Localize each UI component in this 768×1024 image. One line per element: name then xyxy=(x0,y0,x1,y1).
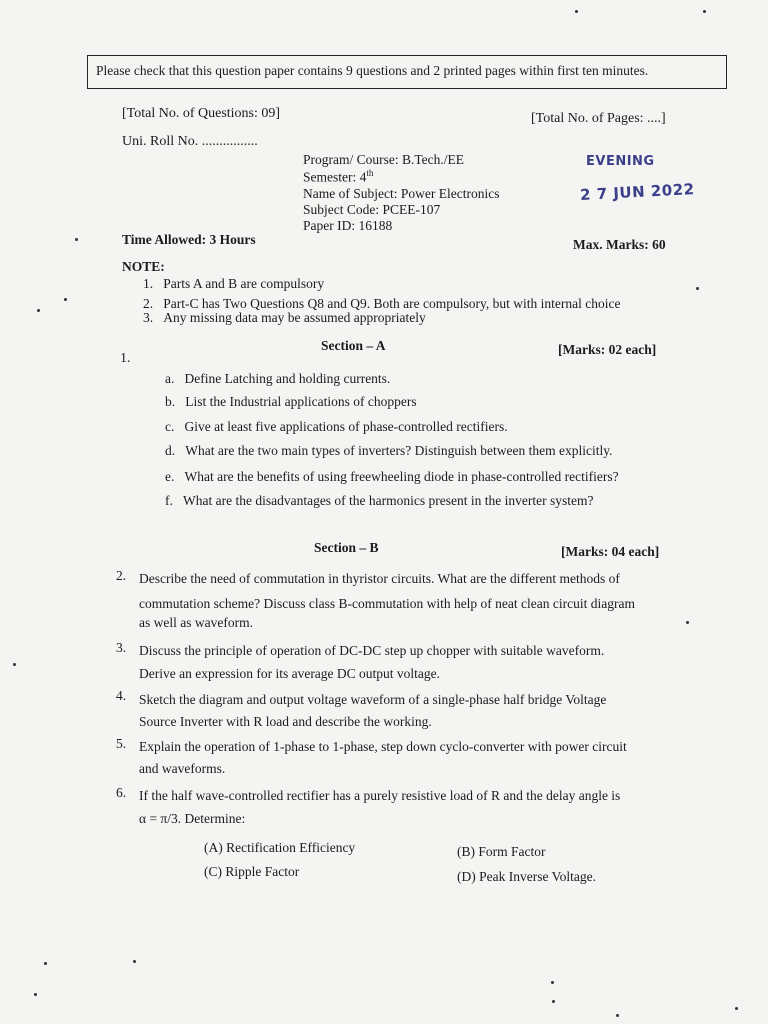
note-text: Parts A and B are compulsory xyxy=(163,276,325,291)
item-text: Give at least five applications of phase-controlled rectifiers. xyxy=(184,419,508,434)
item-text: List the Industrial applications of choppers xyxy=(185,394,417,409)
subject-code: Subject Code: PCEE-107 xyxy=(303,202,441,217)
q6-line: If the half wave-controlled rectifier has a purely resistive load of R and the delay angle is xyxy=(139,788,621,803)
scan-speck xyxy=(686,621,689,624)
item-text: Define Latching and holding currents. xyxy=(184,371,391,386)
section-b-title: Section – B xyxy=(314,540,379,555)
note-text: Any missing data may be assumed appropriately xyxy=(163,310,426,325)
q1f xyxy=(165,493,593,509)
q5-line: Explain the operation of 1-phase to 1-phase, step down cyclo-converter with power circuit xyxy=(139,739,627,754)
semester xyxy=(303,168,373,186)
q2-line: as well as waveform. xyxy=(139,615,253,630)
notice-text: Please check that this question paper contains 9 questions and 2 printed pages within first ten minutes. xyxy=(96,63,649,78)
scan-speck xyxy=(37,309,40,312)
roll-no: Uni. Roll No. ................ xyxy=(122,134,258,149)
session-stamp: EVENING xyxy=(586,154,655,169)
scan-speck xyxy=(703,10,706,13)
notice-box xyxy=(87,55,727,89)
q4-num: 4. xyxy=(116,688,127,703)
note-num: 1. xyxy=(143,276,154,291)
item-label: c. xyxy=(165,419,175,434)
section-b-marks: [Marks: 04 each] xyxy=(561,544,660,559)
scan-speck xyxy=(64,298,67,301)
date-stamp: 2 7 JUN 2022 xyxy=(579,180,696,204)
q6-option-d: (D) Peak Inverse Voltage. xyxy=(457,869,596,884)
q2-num: 2. xyxy=(116,568,127,583)
q5-num: 5. xyxy=(116,736,127,751)
q2-line: commutation scheme? Discuss class B-commutation with help of neat clean circuit diagram xyxy=(139,596,635,611)
note-heading: NOTE: xyxy=(122,259,165,274)
q1c xyxy=(165,419,508,435)
item-label: e. xyxy=(165,469,175,484)
q4-line: Sketch the diagram and output voltage waveform of a single-phase half bridge Voltage xyxy=(139,692,607,707)
q3-num: 3. xyxy=(116,640,127,655)
q6-option-c: (C) Ripple Factor xyxy=(204,864,300,879)
scan-speck xyxy=(616,1014,619,1017)
q1d xyxy=(165,443,613,459)
note-text: Part-C has Two Questions Q8 and Q9. Both are compulsory, but with internal choice xyxy=(163,296,621,311)
q6-line: α = π/3. Determine: xyxy=(139,811,246,826)
q3-line: Discuss the principle of operation of DC-DC step up chopper with suitable waveform. xyxy=(139,643,605,658)
scan-speck xyxy=(133,960,136,963)
item-label: b. xyxy=(165,394,176,409)
q6-option-a: (A) Rectification Efficiency xyxy=(204,840,356,855)
scan-speck xyxy=(13,663,16,666)
total-questions: [Total No. of Questions: 09] xyxy=(122,106,281,121)
section-a-title: Section – A xyxy=(321,338,386,353)
q6-option-b: (B) Form Factor xyxy=(457,844,546,859)
note-num: 2. xyxy=(143,296,154,311)
scan-speck xyxy=(551,981,554,984)
program: Program/ Course: B.Tech./EE xyxy=(303,152,465,167)
question-1-num: 1. xyxy=(120,351,131,366)
semester-sup: th xyxy=(366,168,374,178)
q4-line: Source Inverter with R load and describe the working. xyxy=(139,714,432,729)
semester-text: Semester: 4 xyxy=(303,169,367,185)
item-label: f. xyxy=(165,493,173,508)
paper-id: Paper ID: 16188 xyxy=(303,218,393,233)
subject-name: Name of Subject: Power Electronics xyxy=(303,186,500,201)
section-a-marks: [Marks: 02 each] xyxy=(558,342,657,357)
scan-speck xyxy=(44,962,47,965)
scan-speck xyxy=(696,287,699,290)
note-item-3 xyxy=(143,310,426,326)
item-text: What are the disadvantages of the harmonics present in the inverter system? xyxy=(183,493,594,508)
q1a xyxy=(165,371,390,387)
item-text: What are the two main types of inverters? Distinguish between them explicitly. xyxy=(185,443,613,458)
q6-num: 6. xyxy=(116,785,127,800)
scan-speck xyxy=(575,10,578,13)
max-marks: Max. Marks: 60 xyxy=(573,237,666,252)
note-item-1 xyxy=(143,276,324,292)
scan-speck xyxy=(552,1000,555,1003)
q5-line: and waveforms. xyxy=(139,761,226,776)
total-pages: [Total No. of Pages: ....] xyxy=(531,111,666,126)
note-num: 3. xyxy=(143,310,154,325)
scan-speck xyxy=(75,238,78,241)
q3-line: Derive an expression for its average DC output voltage. xyxy=(139,666,441,681)
q1e xyxy=(165,469,619,485)
item-text: What are the benefits of using freewheeling diode in phase-controlled rectifiers? xyxy=(184,469,619,484)
item-label: d. xyxy=(165,443,176,458)
scan-speck xyxy=(735,1007,738,1010)
item-label: a. xyxy=(165,371,175,386)
scan-speck xyxy=(34,993,37,996)
q2-line: Describe the need of commutation in thyristor circuits. What are the different methods of xyxy=(139,571,620,586)
q1b xyxy=(165,394,417,410)
time-allowed: Time Allowed: 3 Hours xyxy=(122,232,256,247)
